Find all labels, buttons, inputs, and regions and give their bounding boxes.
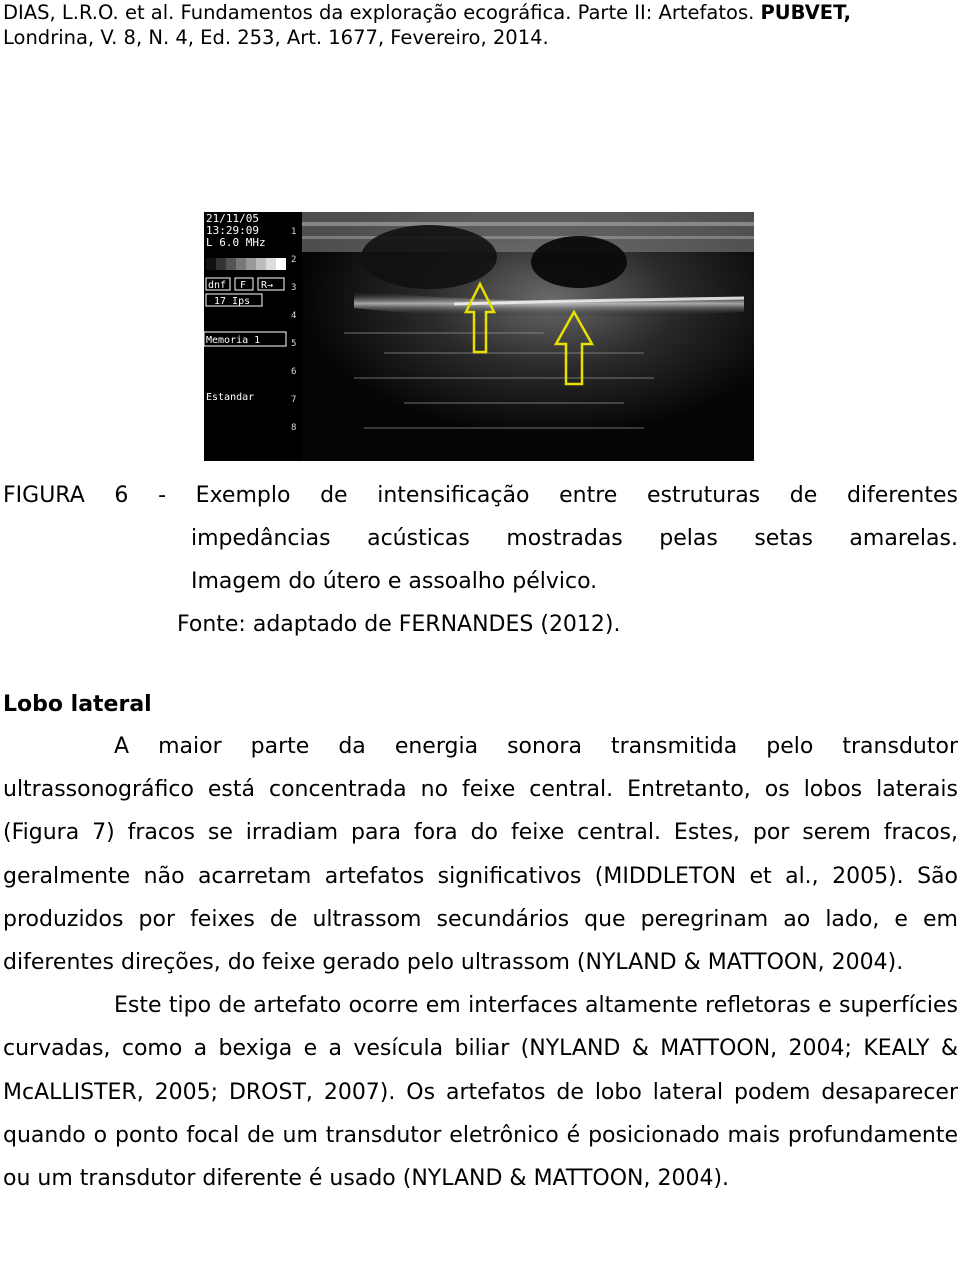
depth-mark: 1 bbox=[291, 227, 297, 237]
caption-line-3: Imagem do útero e assoalho pélvico. bbox=[191, 569, 598, 594]
caption-source: Fonte: adaptado de FERNANDES (2012). bbox=[177, 612, 621, 637]
section-title: Lobo lateral bbox=[3, 692, 152, 717]
citation-line-1 bbox=[3, 0, 958, 25]
memory-label: Memoria 1 bbox=[206, 335, 261, 346]
ultrasound-figure bbox=[204, 212, 754, 461]
r-label: R→ bbox=[261, 280, 274, 291]
depth-mark: 7 bbox=[291, 395, 297, 405]
caption-line-1-word: Exemplo bbox=[195, 483, 291, 508]
caption-line-2-word: setas bbox=[754, 526, 813, 551]
caption-line-2-word: acústicas bbox=[367, 526, 470, 551]
caption-line-2-word: pelas bbox=[659, 526, 718, 551]
caption-line-2-word: impedâncias bbox=[191, 526, 331, 551]
caption-line-1-word: entre bbox=[559, 483, 618, 508]
caption-line-2-word: mostradas bbox=[506, 526, 623, 551]
caption-line-1 bbox=[3, 474, 958, 517]
paragraph-1: A maior parte da energia sonora transmitida pelo transdutor ultrassonográfico está concentrada no feixe central. Entretanto, os lobos laterais (Figura 7) fracos se irradiam para fora do feixe central. Estes, por serem fracos, geralmente não acarretam artefatos significativos (MIDDLETON et al., 2005). São produzidos por feixes de ultrassom secundários que peregrinam ao lado, e em diferentes direções, do feixe gerado pelo ultrassom (NYLAND & MATTOON, 2004). bbox=[3, 734, 958, 976]
journal-name: PUBVET, bbox=[760, 1, 852, 24]
f-label: F bbox=[240, 280, 247, 291]
scan-time: 13:29:09 bbox=[206, 224, 259, 237]
depth-mark: 2 bbox=[291, 255, 297, 265]
section-body bbox=[3, 725, 958, 1200]
figure-caption bbox=[3, 474, 958, 646]
depth-scale bbox=[288, 212, 302, 461]
depth-mark: 4 bbox=[291, 311, 297, 321]
scan-date: 21/11/05 bbox=[206, 212, 259, 225]
citation-text: DIAS, L.R.O. et al. Fundamentos da exploração ecográfica. Parte II: Artefatos. bbox=[3, 1, 761, 24]
caption-line-1-word: - bbox=[158, 483, 167, 508]
caption-line-1-word: intensificação bbox=[377, 483, 530, 508]
caption-line-1-word: de bbox=[789, 483, 818, 508]
paragraph-2: Este tipo de artefato ocorre em interfaces altamente refletoras e superfícies curvadas, como a bexiga e a vesícula biliar (NYLAND & MATTOON, 2004; KEALY & McALLISTER, 2005; DROST, 2007). Os artefatos de lobo lateral podem desaparecer quando o ponto focal de um transdutor eletrônico é posicionado mais profundamente ou um transdutor diferente é usado (NYLAND & MATTOON, 2004). bbox=[3, 993, 958, 1192]
citation-header bbox=[3, 0, 958, 50]
depth-mark: 3 bbox=[291, 283, 297, 293]
caption-line-1-word: estruturas bbox=[646, 483, 761, 508]
grayscale-bar bbox=[206, 258, 286, 270]
caption-line-1-word: de bbox=[320, 483, 348, 508]
depth-mark: 8 bbox=[291, 423, 297, 433]
caption-line-1-word: diferentes bbox=[846, 483, 958, 508]
caption-line-1-word: 6 bbox=[114, 483, 129, 508]
dark-structure-right bbox=[531, 236, 627, 288]
caption-line-2-word: amarelas. bbox=[849, 526, 958, 551]
preset-label: Estandar bbox=[206, 392, 255, 403]
dnf-label: dnf bbox=[208, 280, 227, 291]
scan-frequency: L 6.0 MHz bbox=[206, 236, 266, 249]
depth-mark: 6 bbox=[291, 367, 297, 377]
ips-label: 17 Ips bbox=[214, 296, 251, 307]
depth-mark: 5 bbox=[291, 339, 297, 349]
citation-line-2: Londrina, V. 8, N. 4, Ed. 253, Art. 1677, Fevereiro, 2014. bbox=[3, 26, 549, 49]
ultrasound-image bbox=[204, 212, 754, 461]
caption-line-2 bbox=[3, 517, 958, 560]
dark-structure-left bbox=[361, 225, 497, 289]
caption-line-1-word: FIGURA bbox=[3, 483, 85, 508]
